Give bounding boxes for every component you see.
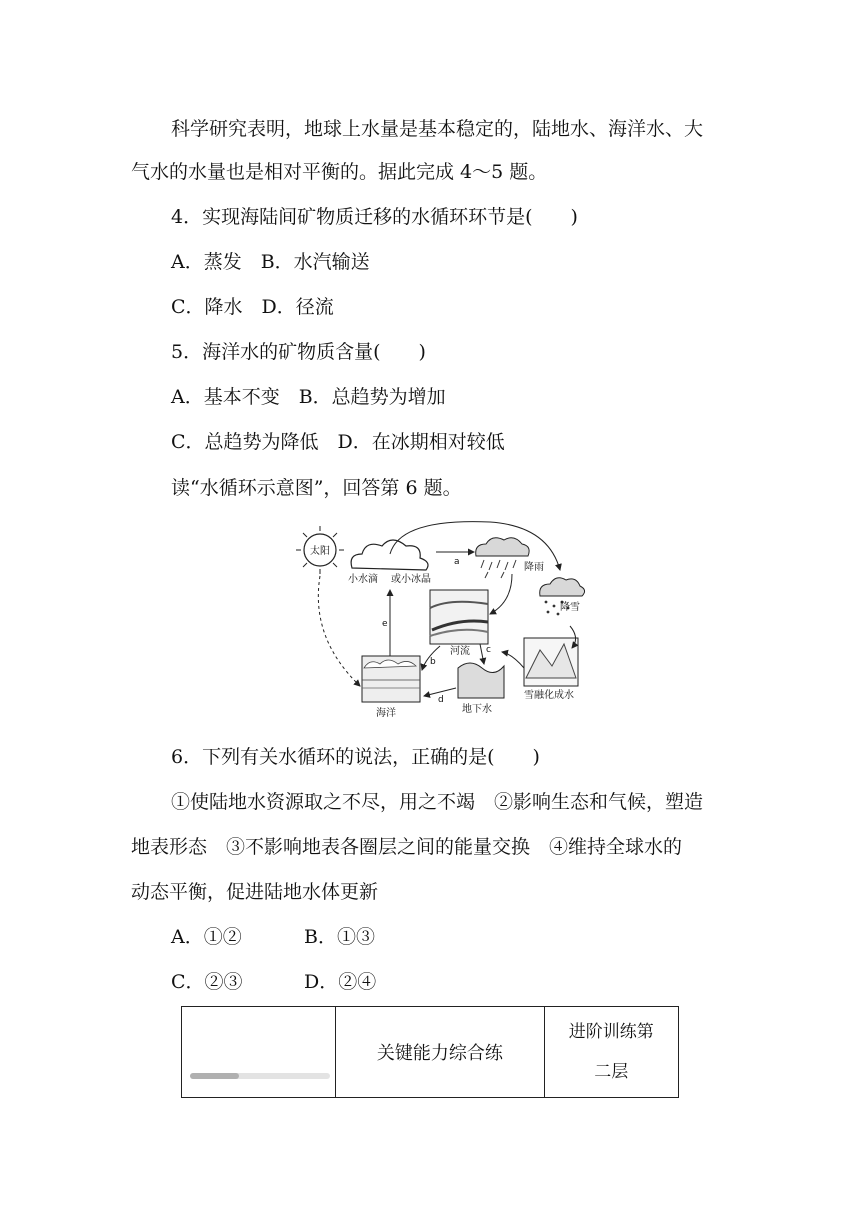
snow-label: 降雪 (560, 602, 580, 613)
q5-options-ab: A．基本不变 B．总趋势为增加 (171, 386, 446, 408)
intro-line-1: 科学研究表明，地球上水量是基本稳定的，陆地水、海洋水、大 (171, 118, 704, 140)
groundwater-icon (458, 663, 504, 698)
progress-bar (190, 1073, 330, 1079)
river-landscape-icon (430, 590, 488, 644)
label-e: e (382, 619, 388, 629)
progress-bar-fill (190, 1073, 239, 1079)
q6-stem: 6．下列有关水循环的说法，正确的是( ) (171, 746, 540, 768)
label-d: d (438, 695, 444, 705)
snowmelt-label: 雪融化成水 (524, 690, 574, 701)
q4-options-cd: C．降水 D．径流 (171, 296, 334, 318)
q6-body-line-2: 地表形态 ③不影响地表各圈层之间的能量交换 ④维持全球水的 (131, 836, 683, 858)
q6-body-line-1: ①使陆地水资源取之不尽，用之不竭 ②影响生态和气候，塑造 (171, 791, 704, 813)
q4-stem: 4．实现海陆间矿物质迁移的水循环环节是( ) (171, 206, 578, 228)
ocean-icon (362, 656, 420, 702)
intro-line-2: 气水的水量也是相对平衡的。据此完成 4～5 题。 (131, 161, 548, 183)
q6-option-c: C．②③ (171, 971, 243, 993)
section-level-line-2: 二层 (594, 1062, 629, 1082)
q6-option-b: B．①③ (304, 926, 375, 948)
groundwater-label: 地下水 (462, 704, 492, 715)
q6-option-d: D．②④ (304, 971, 377, 993)
q6-option-a: A．①② (171, 926, 242, 948)
q5-options-cd: C．总趋势为降低 D．在冰期相对较低 (171, 431, 505, 453)
label-b: b (430, 657, 436, 667)
ice-crystals-label: 或小冰晶 (391, 574, 431, 585)
progress-cell (182, 1007, 336, 1098)
section-footer-table (181, 1006, 679, 1098)
ocean-label: 海洋 (376, 708, 396, 719)
droplets-label: 小水滴 (348, 574, 378, 585)
cloud-icon (351, 540, 428, 570)
river-label: 河流 (450, 646, 470, 657)
section-level (544, 1007, 679, 1098)
rain-label: 降雨 (524, 562, 544, 573)
water-cycle-diagram (290, 518, 590, 728)
raindrops-icon (481, 560, 516, 578)
rain-cloud-icon (476, 538, 529, 556)
label-c: c (486, 645, 491, 655)
q5-stem: 5．海洋水的矿物质含量( ) (171, 341, 426, 363)
section-level-line-1: 进阶训练第 (568, 1022, 654, 1042)
q4-options-ab: A．蒸发 B．水汽输送 (171, 251, 370, 273)
read-instruction: 读“水循环示意图”，回答第 6 题。 (171, 477, 462, 499)
sun-label: 太阳 (310, 546, 330, 557)
label-a: a (454, 557, 460, 567)
q6-body-line-3: 动态平衡，促进陆地水体更新 (131, 881, 379, 903)
snowmelt-landscape-icon (524, 638, 578, 686)
snow-cloud-icon (540, 578, 585, 596)
section-title: 关键能力综合练 (336, 1007, 544, 1098)
